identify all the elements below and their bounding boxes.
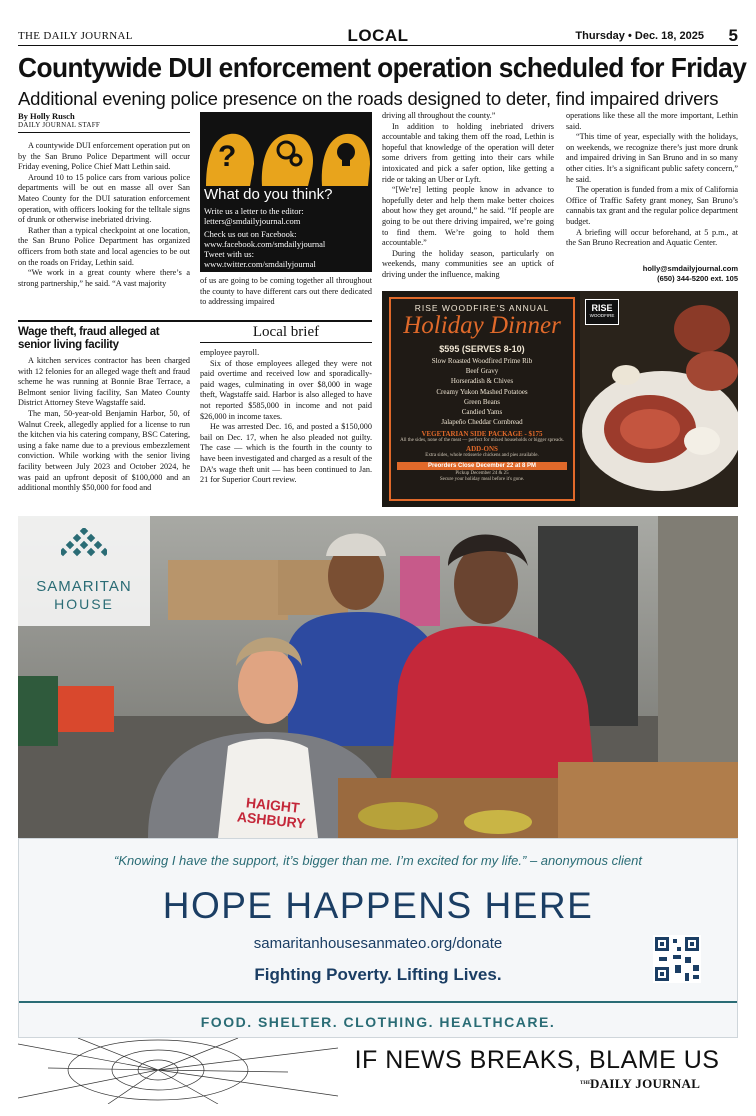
rise-menu-card bbox=[389, 297, 575, 501]
brief-label-rule bbox=[200, 342, 372, 343]
promo-facebook-link[interactable]: www.facebook.com/smdailyjournal bbox=[204, 239, 326, 249]
story-headline: Countywide DUI enforcement operation scheduled for Friday bbox=[18, 52, 747, 83]
paragraph: He was arrested Dec. 16, and posted a $150,000 bail on Dec. 17, when he also pleaded not guilty. The case — which is the fourth in the county to have been investigated and charged as a result of the DA’s wage theft unit — has been continued to Jan. 21 for Superior Court review. bbox=[200, 422, 372, 485]
paragraph: The operation is funded from a mix of California Office of Traffic Safety grant money, San Bruno’s cannabis tax grant and the regular police department budget. bbox=[566, 185, 738, 226]
samaritan-house-icon bbox=[61, 528, 107, 568]
menu-item: Beef Gravy bbox=[465, 367, 499, 376]
story-column-3 bbox=[382, 111, 554, 287]
paragraph: A briefing will occur beforehand, at 5 p.m., at the San Bruno Recreation and Aquatic Center. bbox=[566, 227, 738, 248]
svg-text:?: ? bbox=[218, 140, 237, 173]
house-ad-slogan: IF NEWS BREAKS, BLAME US bbox=[354, 1046, 720, 1074]
section-divider bbox=[18, 320, 372, 322]
broken-glass-icon bbox=[18, 1038, 348, 1104]
samaritan-logo-bottom: HOUSE bbox=[54, 596, 114, 612]
letters-promo bbox=[200, 112, 372, 272]
samaritan-services: FOOD. SHELTER. CLOTHING. HEALTHCARE. bbox=[200, 1014, 556, 1030]
paragraph: Six of those employees alleged they were not paid overtime and received low and sporadically-paid wages, culminating in over $8,000 in wage theft, Wagstaffe said. Harbor is also alleged to have not reported $585,000 in income and not paid $26,000 in income taxes. bbox=[200, 358, 372, 421]
brief-column-2 bbox=[200, 348, 372, 508]
daily-journal-logo bbox=[578, 1076, 720, 1094]
logo-the: THE bbox=[580, 1081, 591, 1086]
menu-item: Candied Yams bbox=[461, 408, 503, 417]
paragraph: The man, 50-year-old Benjamin Harbor, 50, of Walnut Creek, allegedly applied for a license to run the kitchen via his catering company, BSC Catering, using a fake name due to a previous embezzlement conviction. While working with the senior living facility between July 2023 and October 2024, he was paid an upfront deposit of $100,000 and an additional monthly $50,000 for food and bbox=[18, 408, 190, 493]
page-number: 5 bbox=[728, 26, 738, 45]
rise-ad-price: $595 (SERVES 8-10) bbox=[439, 344, 525, 354]
logo-paper: DAILY JOURNAL bbox=[590, 1076, 701, 1091]
issue-date: Thursday • Dec. 18, 2025 bbox=[575, 30, 704, 42]
panel-divider bbox=[19, 1001, 737, 1003]
samaritan-logo-top: SAMARITAN bbox=[36, 578, 132, 595]
paragraph: During the holiday season, particularly on weekends, many communities see an uptick of driving under the influence, making bbox=[382, 248, 554, 279]
samaritan-logo bbox=[18, 516, 150, 626]
donate-url[interactable]: samaritanhousesanmateo.org/donate bbox=[253, 935, 503, 952]
samaritan-ad-panel bbox=[18, 838, 738, 1038]
paragraph: employee payroll. bbox=[200, 348, 260, 357]
contact-info bbox=[566, 264, 738, 284]
rise-secure: Secure your holiday meal before it's gone. bbox=[439, 477, 525, 483]
paragraph: operations like these all the more important, Lethin said. bbox=[566, 111, 738, 131]
paragraph: “We work in a great county where there’s a strong partnership,” he said. “A vast majority bbox=[18, 268, 190, 288]
paragraph: of us are going to be coming together all throughout the county to have different cars out there dedicated to addressing impaired bbox=[200, 276, 372, 307]
paragraph: A kitchen services contractor has been charged with 12 felonies for an alleged wage theft and fraud scheme he was running at Bonnie Brae Terrace, a Belmont senior living facility, San Mateo County District Attorney Steve Wagstaffe said. bbox=[18, 356, 190, 408]
qr-code-icon[interactable] bbox=[653, 935, 701, 983]
promo-title: What do you think? bbox=[204, 186, 333, 203]
menu-item: Slow Roasted Woodfired Prime Rib bbox=[431, 357, 533, 365]
rise-veg-note: All the sides, none of the meat — perfect for mixed households or bigger spreads. bbox=[400, 438, 564, 444]
paragraph: Around 10 to 15 police cars from various police departments will be out en masse all over San Mateo County for the DUI saturation enforcement operation, with officers looking for the telltale signs of drunk or otherwise inebriated driving. bbox=[18, 172, 190, 225]
masthead bbox=[18, 26, 738, 46]
byline: By Holly Rusch bbox=[18, 111, 75, 121]
paragraph: In addition to holding inebriated drivers accountable and taking them off the road, Lethin is hopeful that knowledge of the operation will deter some drivers from getting into their cars while intoxicated and pick a safer option, like getting a ride or taking an Uber or Lyft. bbox=[382, 121, 554, 184]
story-column-2 bbox=[200, 276, 372, 308]
rise-addons-note: Extra sides, whole rotisserie chickens and pies available. bbox=[425, 453, 539, 459]
paragraph: driving all throughout the county.” bbox=[382, 111, 496, 120]
story-column-1 bbox=[18, 111, 190, 315]
promo-email[interactable]: letters@smdailyjournal.com bbox=[204, 216, 301, 226]
menu-item: Jalapeño Cheddar Cornbread bbox=[441, 418, 523, 427]
promo-line: Check us out on Facebook: bbox=[204, 229, 297, 239]
section-name: LOCAL bbox=[347, 26, 409, 45]
house-ad bbox=[18, 1038, 738, 1104]
client-quote: “Knowing I have the support, it’s bigger than me. I’m excited for my life.” – anonymous client bbox=[114, 853, 642, 868]
menu-item: Creamy Yukon Mashed Potatoes bbox=[436, 387, 528, 396]
rise-addons: ADD-ONS bbox=[466, 445, 498, 454]
shirt-text: HAIGHT ASHBURY bbox=[236, 794, 307, 832]
menu-item: Horseradish & Chives bbox=[450, 377, 514, 386]
story-deck: Additional evening police presence on the roads designed to deter, find impaired drivers bbox=[18, 88, 719, 109]
promo-twitter-link[interactable]: www.twitter.com/smdailyjournal bbox=[204, 259, 316, 269]
rise-preorder-banner: Preorders Close December 22 at 8 PM bbox=[397, 462, 567, 470]
heads-illustration-icon bbox=[200, 112, 372, 186]
paper-name: THE DAILY JOURNAL bbox=[18, 30, 133, 42]
rise-menu-items bbox=[391, 356, 573, 427]
brief-column-1 bbox=[18, 356, 190, 508]
paragraph: Rather than a typical checkpoint at one location, the San Bruno Police Department has organized officers from both state and local agencies to be out on the roads on Friday, Lethin said. bbox=[18, 225, 190, 267]
samaritan-tagline: Fighting Poverty. Lifting Lives. bbox=[254, 965, 502, 984]
rise-holiday-dinner-ad[interactable] bbox=[382, 291, 738, 507]
contact-email[interactable]: holly@smdailyjournal.com bbox=[642, 264, 738, 273]
promo-line: Tweet with us: bbox=[204, 249, 254, 259]
rise-pickup: Pickup December 24 & 25 bbox=[455, 471, 509, 477]
menu-item: Green Beans bbox=[464, 397, 500, 406]
paragraph: “This time of year, especially with the holidays, on weekends, we recognize there’s just more drunk and impaired driving in San Bruno and in so many other cities. It’s a significant public safety concern,” he said. bbox=[566, 132, 738, 184]
rise-logo-sub: WOODFIRE bbox=[589, 313, 615, 318]
rise-ad-header: RISE WOODFIRE'S ANNUAL bbox=[414, 303, 550, 313]
rise-logo bbox=[585, 299, 619, 325]
rise-ad-title: Holiday Dinner bbox=[403, 312, 561, 339]
paragraph: “[We’re] letting people know in advance to hopefully deter and help them make better choices about how they get around,” he said. “If people are going to be out there driving impaired, we’re going to find them. We’re going to hold them accountable.” bbox=[382, 185, 554, 248]
staff-label: DAILY JOURNAL STAFF bbox=[18, 121, 101, 129]
promo-line: Write us a letter to the editor: bbox=[204, 206, 304, 216]
contact-phone: (650) 344-5200 ext. 105 bbox=[657, 274, 738, 283]
rise-veg-package: VEGETARIAN SIDE PACKAGE - $175 bbox=[421, 430, 543, 439]
brief-headline: Wage theft, fraud alleged at senior living facility bbox=[18, 326, 160, 351]
samaritan-house-photo bbox=[18, 516, 738, 838]
story-column-4 bbox=[566, 111, 738, 249]
rise-logo-text: RISE bbox=[591, 303, 613, 313]
paragraph: A countywide DUI enforcement operation put on by the San Bruno Police Department will occur Friday evening, Police Chief Matt Lethin said. bbox=[18, 141, 190, 172]
hope-headline: HOPE HAPPENS HERE bbox=[162, 885, 594, 926]
brief-label: Local brief bbox=[252, 324, 320, 340]
